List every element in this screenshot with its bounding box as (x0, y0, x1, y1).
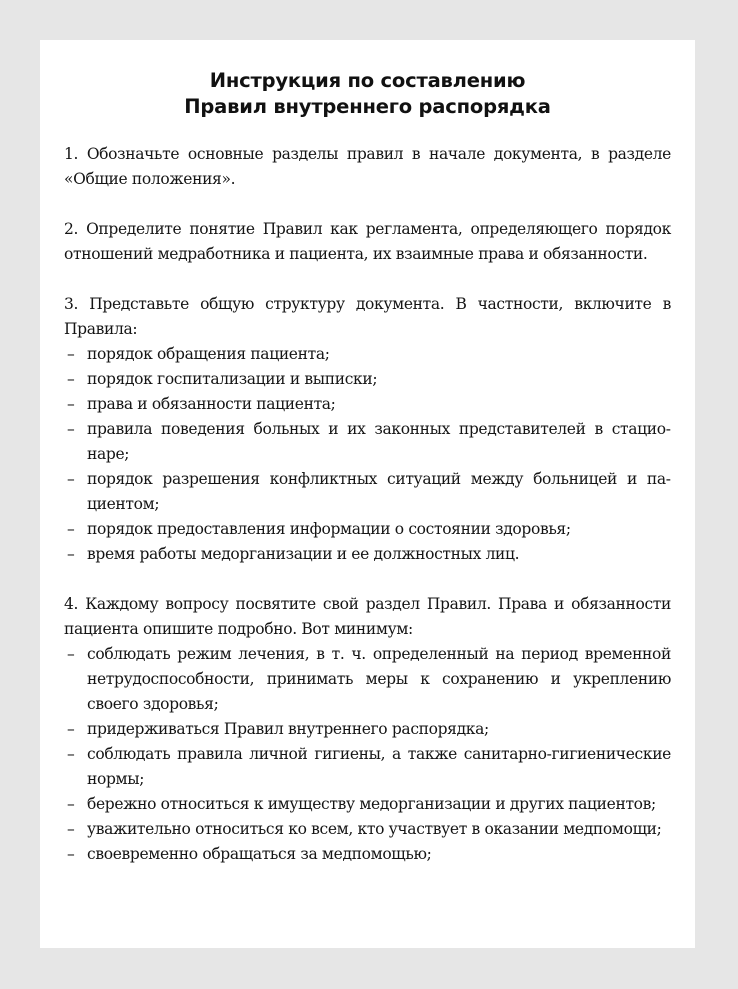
paragraph-1: 1. Обозначьте основные разделы правил в начале документа, в разделе «Общие положения». (64, 145, 671, 188)
document-card (40, 40, 695, 948)
paragraph-3 (64, 292, 671, 567)
structure-list (64, 342, 671, 567)
list-item: – уважительно относиться ко всем, кто участвует в оказании медпомощи; (64, 817, 671, 842)
patient-duties-list (64, 642, 671, 867)
list-item: – соблюдать режим лечения, в т. ч. определенный на период временной нетрудоспособности, принимать меры к сохранению и укреплению своего здоровья; (64, 642, 671, 717)
title-line-2: Правил внутреннего распорядка (184, 95, 551, 118)
list-item: – порядок обращения пациента; (64, 342, 671, 367)
list-item: – порядок госпитализации и выписки; (64, 367, 671, 392)
list-item: – права и обязанности пациента; (64, 392, 671, 417)
list-item: – время работы медорганизации и ее должностных лиц. (64, 542, 671, 567)
list-item: – порядок разрешения конфликтных ситуаций между больницей и пациентом; (64, 467, 671, 517)
document-body (64, 142, 671, 867)
title-line-1: Инструкция по составлению (209, 69, 526, 92)
document-title (64, 68, 671, 120)
list-item: – правила поведения больных и их законных представителей в стационаре; (64, 417, 671, 467)
paragraph-4 (64, 592, 671, 867)
list-item: – бережно относиться к имуществу медорганизации и других пациентов; (64, 792, 671, 817)
list-item: – придерживаться Правил внутреннего распорядка; (64, 717, 671, 742)
list-item: – соблюдать правила личной гигиены, а также санитарно-гигиенические нормы; (64, 742, 671, 792)
list-item: – порядок предоставления информации о состоянии здоровья; (64, 517, 671, 542)
paragraph-4-lead: 4. Каждому вопросу посвятите свой раздел Правил. Права и обязанности пациента опишите подробно. Вот минимум: (64, 595, 671, 638)
paragraph-2: 2. Определите понятие Правил как регламента, определяющего порядок отношений медработника и пациента, их взаимные права и обязанности. (64, 220, 671, 263)
paragraph-3-lead: 3. Представьте общую структуру документа. В частности, включите в Правила: (64, 295, 671, 338)
list-item: – своевременно обращаться за медпомощью; (64, 842, 671, 867)
